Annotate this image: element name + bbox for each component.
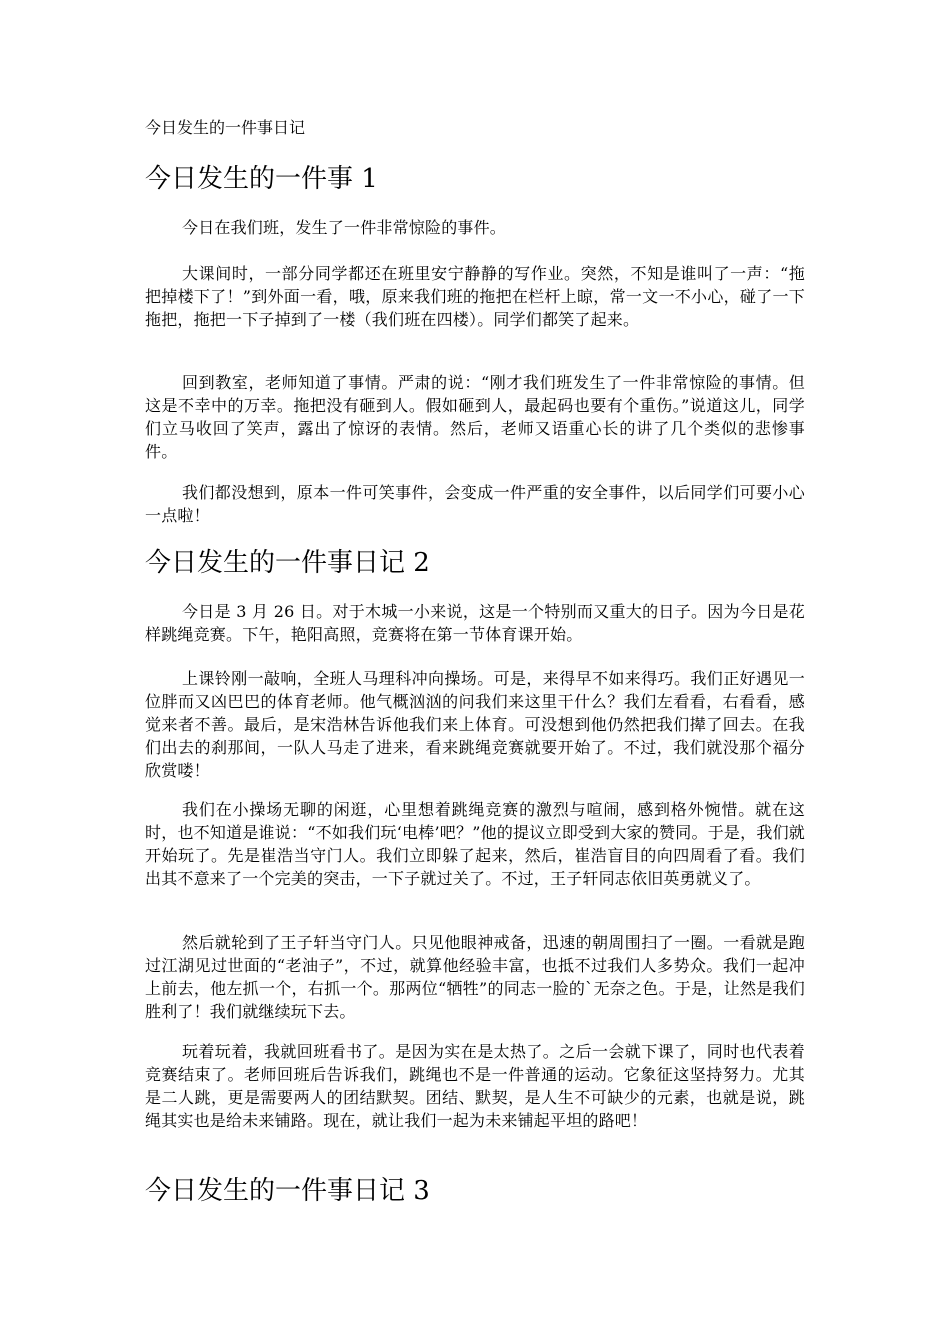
document-title: 今日发生的一件事日记 [145, 118, 306, 137]
section-heading-1: 今日发生的一件事 1 [145, 164, 378, 194]
section-heading-3: 今日发生的一件事日记 3 [145, 1176, 430, 1206]
section-1-paragraph-1: 今日在我们班，发生了一件非常惊险的事件。 [182, 218, 507, 237]
section-heading-2: 今日发生的一件事日记 2 [145, 548, 430, 578]
section-2-paragraph-1: 今日是 3 月 26 日。对于木城一小来说，这是一个特别而又重大的日子。因为今日是花样跳绳竞赛。下午，艳阳高照，竞赛将在第一节体育课开始。 [145, 602, 805, 644]
section-2-paragraph-5: 玩着玩着，我就回班看书了。是因为实在是太热了。之后一会就下课了，同时也代表着竞赛结束了。老师回班后告诉我们，跳绳也不是一件普通的运动。它象征这坚持努力。尤其是二人跳，更是需要两人的团结默契。团结、默契，是人生不可缺少的元素，也就是说，跳绳其实也是给未来铺路。现在，就让我们一起为未来铺起平坦的路吧！ [145, 1042, 805, 1130]
section-2-paragraph-4: 然后就轮到了王子轩当守门人。只见他眼神戒备，迅速的朝周围扫了一圈。一看就是跑过江湖见过世面的“老油子”，不过，就算他经验丰富，也抵不过我们人多势众。我们一起冲上前去，他左抓一个，右抓一个。那两位“牺牲”的同志一脸的`无奈之色。于是，让然是我们胜利了！我们就继续玩下去。 [145, 933, 805, 1021]
section-1-paragraph-2: 大课间时，一部分同学都还在班里安宁静静的写作业。突然，不知是谁叫了一声：“拖把掉楼下了！”到外面一看，哦，原来我们班的拖把在栏杆上晾，常一文一不小心，碰了一下拖把，拖把一下子掉到了一楼（我们班在四楼）。同学们都笑了起来。 [145, 264, 805, 329]
section-1-paragraph-3: 回到教室，老师知道了事情。严肃的说：“刚才我们班发生了一件非常惊险的事情。但这是不幸中的万幸。拖把没有砸到人。假如砸到人，最起码也要有个重伤。”说道这儿，同学们立马收回了笑声，露出了惊讶的表情。然后，老师又语重心长的讲了几个类似的悲惨事件。 [145, 373, 805, 461]
section-2-paragraph-2: 上课铃刚一敲响，全班人马理科冲向操场。可是，来得早不如来得巧。我们正好遇见一位胖而又凶巴巴的体育老师。他气概汹汹的问我们来这里干什么？我们左看看，右看看，感觉来者不善。最后，是宋浩林告诉他我们来上体育。可没想到他仍然把我们撵了回去。在我们出去的刹那间，一队人马走了进来，看来跳绳竞赛就要开始了。不过，我们就没那个福分欣赏喽！ [145, 669, 805, 780]
section-2-paragraph-3: 我们在小操场无聊的闲逛，心里想着跳绳竞赛的激烈与喧闹，感到格外惋惜。就在这时，也不知道是谁说：“不如我们玩‘电棒’吧？”他的提议立即受到大家的赞同。于是，我们就开始玩了。先是崔浩当守门人。我们立即躲了起来，然后，崔浩盲目的向四周看了看。我们出其不意来了一个完美的突击，一下子就过关了。不过，王子轩同志依旧英勇就义了。 [145, 800, 805, 888]
section-1-paragraph-4: 我们都没想到，原本一件可笑事件，会变成一件严重的安全事件，以后同学们可要小心一点啦！ [145, 483, 805, 525]
